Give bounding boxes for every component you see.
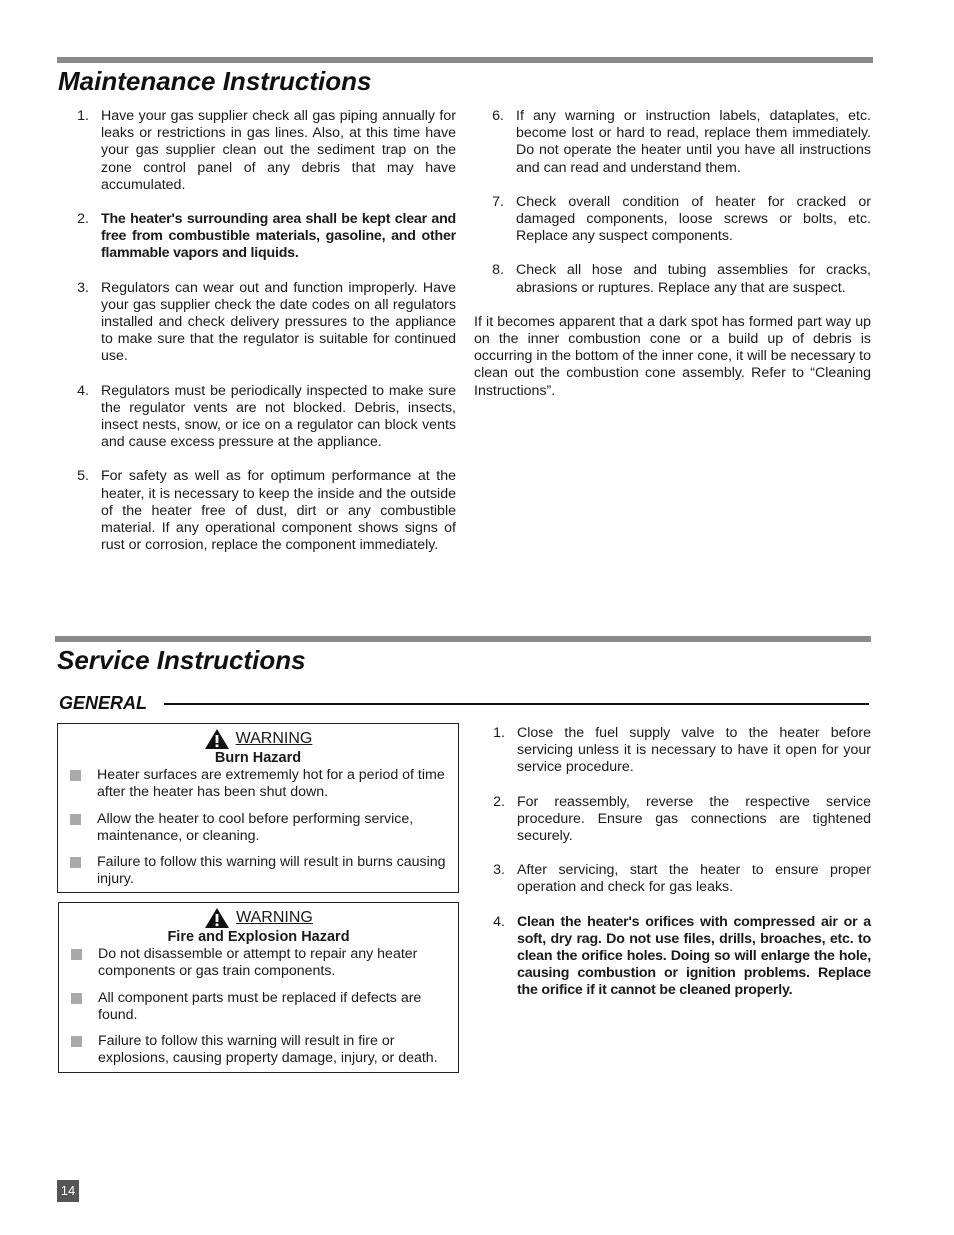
warning-subtitle: Fire and Explosion Hazard [167, 929, 350, 945]
warning-title: WARNING [235, 730, 313, 748]
warning-bullet [70, 854, 452, 888]
item-number: 3. [493, 862, 505, 879]
list-item [476, 914, 871, 1000]
item-text: Clean the heater's orifices with compressed air or a soft, dry rag. Do not use files, drills, broaches, etc. to clean the orifice holes. Doing so will enlarge the hole, causing combustion or ignition problems. Replace the orifice if it cannot be cleaned properly. [517, 913, 871, 999]
list-item [64, 280, 456, 366]
warning-bullet-list [59, 946, 458, 1067]
warning-bullet [70, 811, 452, 845]
item-text: The heater's surrounding area shall be kept clear and free from combustible materials, gasoline, and other flammable vapors and liquids. [101, 211, 456, 262]
warning-box-burn [57, 723, 459, 893]
square-bullet-icon [70, 814, 81, 825]
list-item [64, 211, 456, 263]
general-subheading-rule [164, 703, 869, 705]
warning-bullet-text: Allow the heater to cool before performing service, maintenance, or cleaning. [97, 810, 414, 844]
item-text: Check all hose and tubing assemblies for cracks, abrasions or ruptures. Replace any that are suspect. [516, 262, 871, 296]
item-text: Check overall condition of heater for cracked or damaged components, loose screws or bolts, etc. Replace any suspect components. [516, 193, 871, 245]
maintenance-left-column [64, 108, 456, 571]
warning-title: WARNING [236, 909, 313, 927]
square-bullet-icon [71, 993, 82, 1004]
warning-bullet [71, 1033, 452, 1067]
list-item [474, 108, 871, 177]
warning-bullet [71, 990, 452, 1024]
warning-bullet-list [58, 767, 458, 888]
item-text: If any warning or instruction labels, dataplates, etc. become lost or hard to read, replace them immediately. Do not operate the heater until you have all instructions and can read and understand them. [516, 108, 871, 176]
warning-box-fire [58, 902, 459, 1073]
item-number: 1. [77, 108, 89, 124]
list-item [64, 383, 456, 452]
item-number: 2. [493, 793, 505, 810]
item-text: Regulators can wear out and function improperly. Have your gas supplier check the date codes on all regulators installed and check delivery pressures to the appliance to make sure that the regulator is suitable for continued use. [101, 279, 456, 365]
item-number: 4. [493, 913, 505, 930]
warning-bullet [71, 946, 452, 980]
item-number: 2. [77, 211, 89, 228]
item-text: For reassembly, reverse the respective service procedure. Ensure gas connections are tightened securely. [517, 793, 871, 845]
list-item [476, 794, 871, 846]
item-number: 3. [77, 279, 89, 296]
square-bullet-icon [70, 770, 81, 781]
item-text: After servicing, start the heater to ensure proper operation and check for gas leaks. [517, 862, 871, 896]
warning-header [58, 728, 458, 767]
warning-bullet-text: All component parts must be replaced if defects are found. [98, 989, 422, 1023]
maintenance-title: Maintenance Instructions [58, 66, 372, 96]
list-item [474, 262, 871, 296]
item-number: 1. [493, 725, 505, 741]
item-text: For safety as well as for optimum performance at the heater, it is necessary to keep the inside and the outside of the heater free of dust, dirt or any combustible material. If any operational component shows signs of rust or corrosion, replace the component immediately. [101, 468, 456, 554]
item-text: Close the fuel supply valve to the heater before servicing unless it is necessary to have it open for your service procedure. [517, 725, 871, 776]
item-number: 4. [77, 382, 89, 399]
cleaning-note-paragraph: If it becomes apparent that a dark spot has formed part way up on the inner combustion cone or a build up of debris is occurring in the bottom of the inner cone, it will be necessary to clean out the combustion cone assembly. Refer to “Cleaning Instructions”. [474, 313, 871, 399]
warning-bullet-text: Heater surfaces are extrememly hot for a period of time after the heater has been shut down. [97, 767, 445, 801]
service-title: Service Instructions [57, 645, 306, 675]
item-number: 8. [492, 262, 504, 279]
section-rule-service [55, 636, 871, 642]
warning-header [59, 907, 458, 946]
warning-triangle-icon [204, 907, 230, 929]
list-item [476, 862, 871, 896]
item-text: Have your gas supplier check all gas piping annually for leaks or restrictions in gas lines. Also, at this time have your gas supplier clean out the sediment trap on the zone control panel of any debris that may have accumulated. [101, 108, 456, 193]
service-right-column [476, 725, 871, 1017]
warning-bullet-text: Failure to follow this warning will result in fire or explosions, causing property damage, injury, or death. [98, 1033, 438, 1067]
section-rule-maintenance [57, 57, 873, 63]
warning-triangle-icon [204, 728, 230, 750]
item-number: 7. [492, 193, 504, 210]
warning-subtitle: Burn Hazard [214, 750, 302, 766]
list-item [64, 468, 456, 554]
item-number: 6. [492, 108, 504, 124]
square-bullet-icon [70, 857, 81, 868]
square-bullet-icon [71, 949, 82, 960]
warning-bullet-text: Failure to follow this warning will result in burns causing injury. [97, 854, 446, 888]
page-number: 14 [57, 1180, 79, 1202]
warning-bullet [70, 767, 452, 801]
warning-title-row [58, 728, 458, 750]
item-number: 5. [77, 468, 89, 485]
list-item [474, 194, 871, 246]
square-bullet-icon [71, 1036, 82, 1047]
warning-title-row [59, 907, 458, 929]
general-subheading: GENERAL [59, 693, 148, 713]
list-item [64, 108, 456, 194]
maintenance-right-column [474, 108, 871, 400]
list-item [476, 725, 871, 777]
item-text: Regulators must be periodically inspected to make sure the regulator vents are not blocked. Debris, insects, insect nests, snow, or ice on a regulator can block vents and cause excess pressure at the appliance. [101, 382, 456, 451]
warning-bullet-text: Do not disassemble or attempt to repair any heater components or gas train components. [98, 946, 418, 980]
